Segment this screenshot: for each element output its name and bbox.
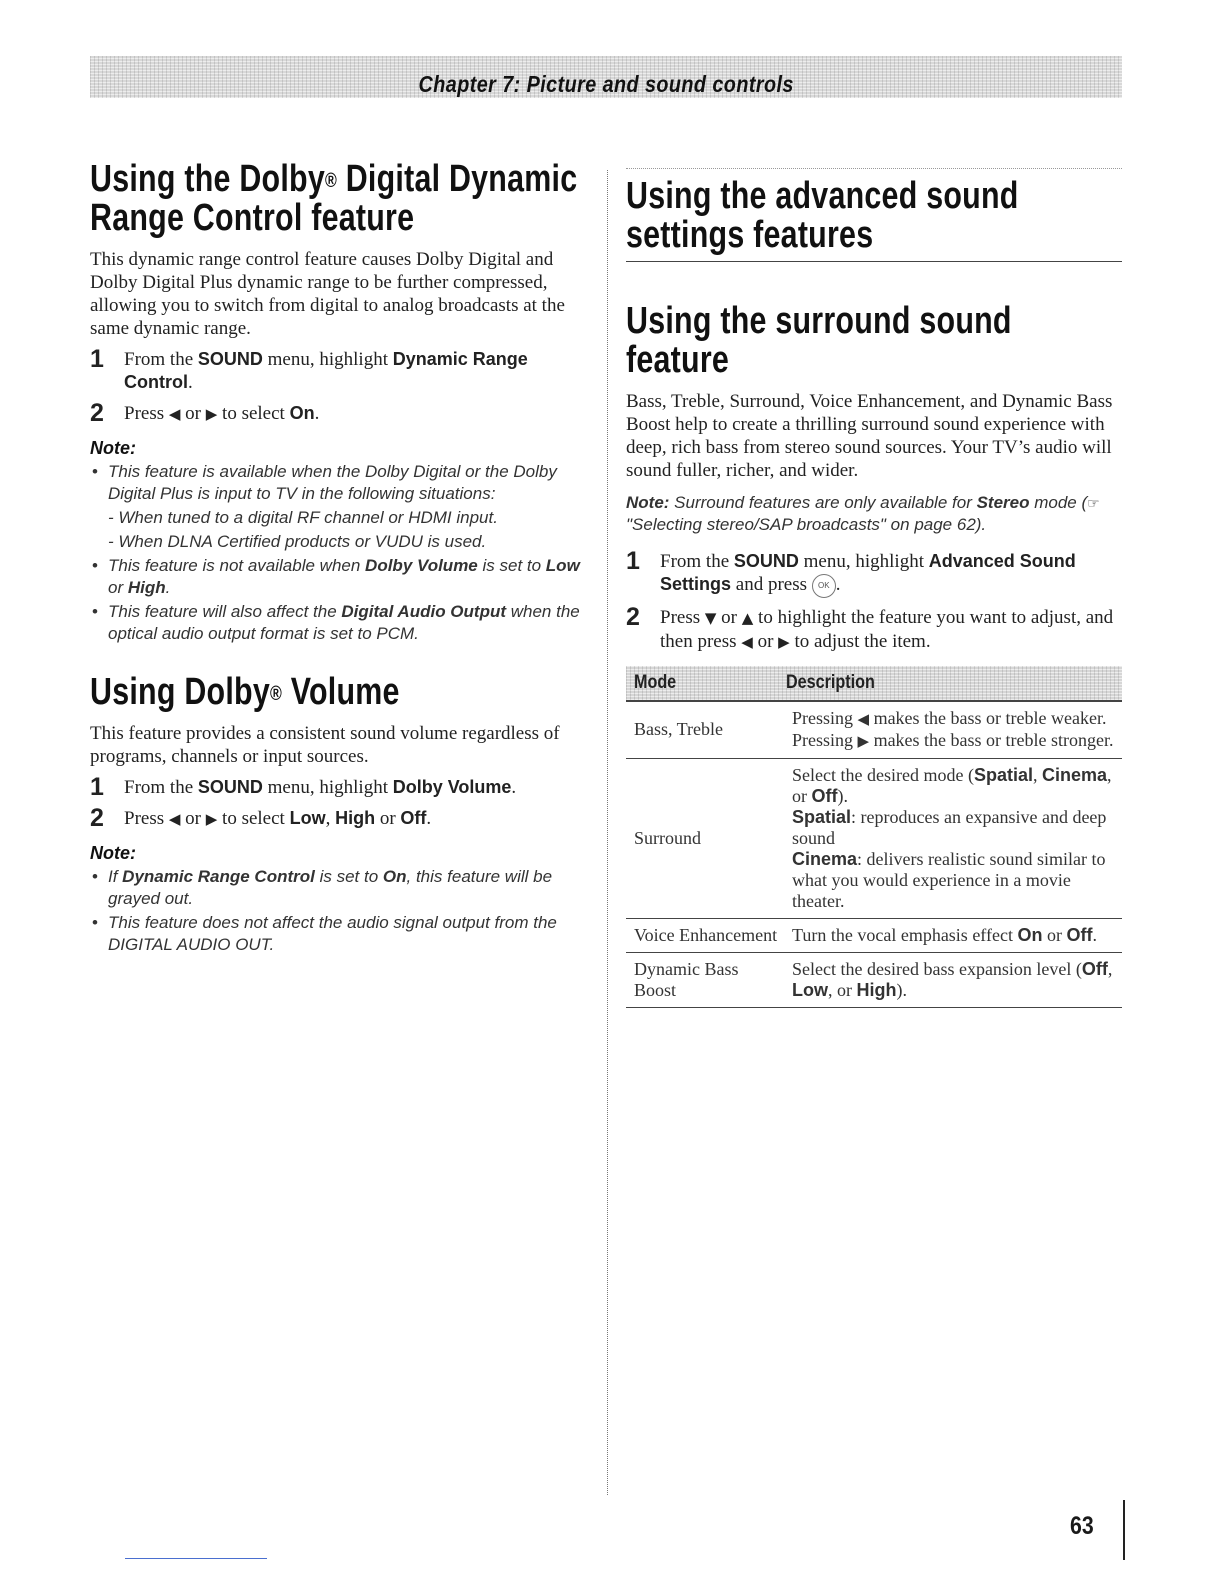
step-text: Press ▼ or ▲ to highlight the feature you want to adjust, and then press ◀ or ▶ to adjust the item. (660, 606, 1114, 652)
section-heading: Using Dolby® Volume (90, 671, 400, 713)
step-2 (90, 804, 588, 832)
right-arrow-icon: ▶ (205, 810, 218, 828)
chapter-banner (90, 56, 1122, 98)
table-row (626, 758, 1122, 918)
step-2 (90, 399, 588, 427)
note-subitem: - When DLNA Certified products or VUDU is used. (108, 532, 487, 551)
note-paragraph: Note: Surround features are only available for Stereo mode (☞ "Selecting stereo/SAP broadcasts" on page 62). (626, 493, 1100, 534)
step-number: 1 (90, 345, 104, 373)
note-item: • If Dynamic Range Control is set to On, this feature will be grayed out. (90, 866, 588, 910)
column-divider (607, 170, 608, 1495)
surround-modes-table (626, 666, 1122, 1008)
section-heading: Using the surround sound feature (626, 300, 1012, 381)
column-header-description: Description (786, 666, 1122, 701)
down-arrow-icon: ▼ (704, 608, 717, 627)
step-number: 1 (626, 547, 640, 575)
footer-line (125, 1558, 267, 1559)
left-column (90, 160, 588, 956)
left-arrow-icon: ◀ (168, 405, 181, 423)
step-number: 2 (626, 602, 640, 631)
step-number: 2 (90, 804, 104, 832)
step-text: From the SOUND menu, highlight Dynamic Range Control. (124, 349, 528, 393)
page-number: 63 (1070, 1512, 1094, 1540)
intro-paragraph: This feature provides a consistent sound volume regardless of programs, channels or input sources. (90, 723, 560, 767)
step-text: From the SOUND menu, highlight Dolby Volume. (124, 777, 517, 798)
note-item: • This feature will also affect the Digital Audio Output when the optical audio output format is set to PCM. (90, 601, 588, 645)
ok-button-icon: OK (812, 574, 836, 598)
intro-paragraph: Bass, Treble, Surround, Voice Enhancement, and Dynamic Bass Boost help to create a thrilling surround sound experience with deep, rich bass from stereo sound sources. Your TV’s audio will sound fuller, richer, and wider. (626, 391, 1113, 481)
left-arrow-icon: ◀ (168, 810, 181, 828)
left-arrow-icon: ◀ (741, 632, 753, 651)
note-label: Note: (90, 843, 136, 863)
column-header-mode: Mode (626, 666, 786, 701)
heading-rule (626, 261, 1122, 262)
step-text: Press ◀ or ▶ to select Low, High or Off. (124, 808, 432, 829)
intro-paragraph: This dynamic range control feature causes Dolby Digital and Dolby Digital Plus dynamic range to be further compressed, allowing you to switch from digital to analog broadcasts at the same dynamic range. (90, 249, 565, 339)
note-list (90, 461, 588, 645)
section-heading: Using the advanced sound settings features (626, 175, 1019, 256)
right-arrow-icon: ▶ (857, 731, 870, 750)
reference-icon: ☞ (1087, 495, 1100, 511)
description-cell: Pressing ◀ makes the bass or treble weaker. Pressing ▶ makes the bass or treble stronger. (786, 701, 1122, 759)
chapter-title: Chapter 7: Picture and sound controls (418, 70, 794, 97)
note-list (90, 866, 588, 956)
step-number: 2 (90, 399, 104, 427)
table-row (626, 952, 1122, 1007)
note-item: • This feature does not affect the audio signal output from the DIGITAL AUDIO OUT. (90, 912, 588, 956)
step-text: From the SOUND menu, highlight Advanced Sound Settings and press OK . (660, 550, 1122, 598)
note-label: Note: (90, 438, 136, 458)
note-sublist (108, 507, 588, 553)
right-arrow-icon: ▶ (205, 405, 218, 423)
section-advanced-sound (626, 177, 1122, 262)
section-dynamic-range-control (90, 160, 588, 645)
mode-cell: Voice Enhancement (626, 918, 786, 952)
table-row (626, 918, 1122, 952)
step-number: 1 (90, 773, 104, 801)
description-cell: Turn the vocal emphasis effect On or Off. (786, 918, 1122, 952)
mode-cell: Surround (626, 758, 786, 918)
right-arrow-icon: ▶ (778, 632, 790, 651)
description-cell: Select the desired mode (Spatial, Cinema, or Off). Spatial: reproduces an expansive and deep sound Cinema: delivers realistic sound similar to what you would experience in a movie theater. (786, 758, 1122, 918)
table-header-row (626, 666, 1122, 701)
step-1 (626, 547, 1122, 598)
left-arrow-icon: ◀ (857, 709, 870, 728)
right-column (626, 168, 1122, 1008)
description-cell: Select the desired bass expansion level (Off, Low, or High). (786, 952, 1122, 1007)
page-number-bar (1123, 1500, 1125, 1560)
table-row (626, 701, 1122, 759)
note-item: • This feature is available when the Dolby Digital or the Dolby Digital Plus is input to TV in the following situations: - When tuned to a digital RF channel or HDMI input. - When DLNA Certified products or VUDU is used. (90, 461, 588, 553)
step-2 (626, 602, 1122, 654)
section-surround-sound (626, 302, 1122, 1008)
step-1 (90, 773, 588, 801)
note-subitem: - When tuned to a digital RF channel or HDMI input. (108, 508, 498, 527)
section-heading: Using the Dolby® Digital Dynamic Range Control feature (90, 158, 578, 239)
mode-cell: Dynamic Bass Boost (626, 952, 786, 1007)
note-item: • This feature is not available when Dolby Volume is set to Low or High. (90, 555, 588, 599)
up-arrow-icon: ▲ (741, 608, 754, 627)
mode-cell: Bass, Treble (626, 701, 786, 759)
step-1 (90, 345, 588, 394)
section-dolby-volume (90, 673, 588, 956)
top-rule (626, 168, 1122, 169)
step-text: Press ◀ or ▶ to select On. (124, 403, 320, 424)
